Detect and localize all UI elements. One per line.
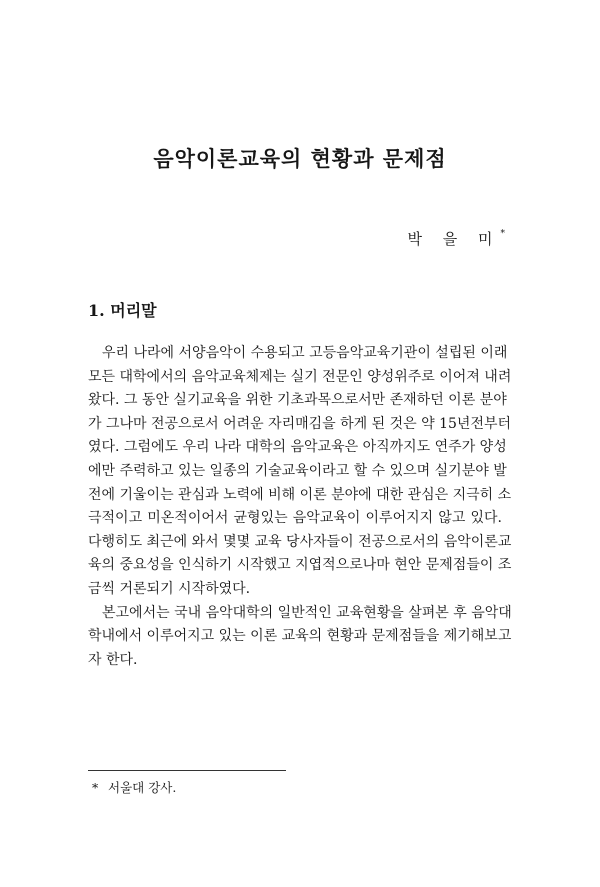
- author-name: 박 을 미: [407, 230, 501, 248]
- footnote-mark: *: [92, 780, 99, 795]
- footnote: [92, 778, 176, 796]
- body-line: 다행히도 최근에 와서 몇몇 교육 당사자들이 전공으로서의 음악이론교: [88, 533, 512, 550]
- section-body: [88, 342, 512, 672]
- body-line: 자 한다.: [88, 651, 138, 668]
- author-line: [407, 228, 505, 249]
- section-heading: 1. 머리말: [88, 301, 157, 320]
- body-line: 학내에서 이루어지고 있는 이론 교육의 현황과 문제점들을 제기해보고: [88, 628, 512, 645]
- author-footnote-mark: *: [500, 229, 505, 239]
- body-line: 육의 중요성을 인식하기 시작했고 지엽적으로나마 현안 문제점들이 조: [88, 557, 512, 574]
- body-line: 왔다. 그 동안 실기교육을 위한 기초과목으로서만 존재하던 이론 분야: [88, 392, 507, 409]
- body-line: 우리 나라에 서양음악이 수용되고 고등음악교육기관이 설립된 이래: [102, 345, 508, 361]
- footnote-text: 서울대 강사.: [108, 780, 177, 795]
- body-line: 였다. 그럼에도 우리 나라 대학의 음악교육은 아직까지도 연주가 양성: [88, 439, 507, 456]
- body-line: 본고에서는 국내 음악대학의 일반적인 교육현황을 살펴본 후 음악대: [102, 604, 512, 621]
- body-line: 에만 주력하고 있는 일종의 기술교육이라고 할 수 있으며 실기분야 발: [88, 462, 507, 479]
- article-title: 음악이론교육의 현황과 문제점: [153, 146, 447, 171]
- body-line: 모든 대학에서의 음악교육체제는 실기 전문인 양성위주로 이어져 내려: [88, 368, 512, 385]
- footnote-divider: [88, 770, 286, 771]
- body-line: 전에 기울이는 관심과 노력에 비해 이론 분야에 대한 관심은 지극히 소: [88, 486, 512, 503]
- body-line: 가 그나마 전공으로서 어려운 자리매김을 하게 된 것은 약 15년전부터: [88, 415, 512, 432]
- body-line: 금씩 거론되기 시작하였다.: [88, 580, 251, 597]
- body-line: 극적이고 미온적이어서 균형있는 음악교육이 이루어지지 않고 있다.: [88, 510, 502, 527]
